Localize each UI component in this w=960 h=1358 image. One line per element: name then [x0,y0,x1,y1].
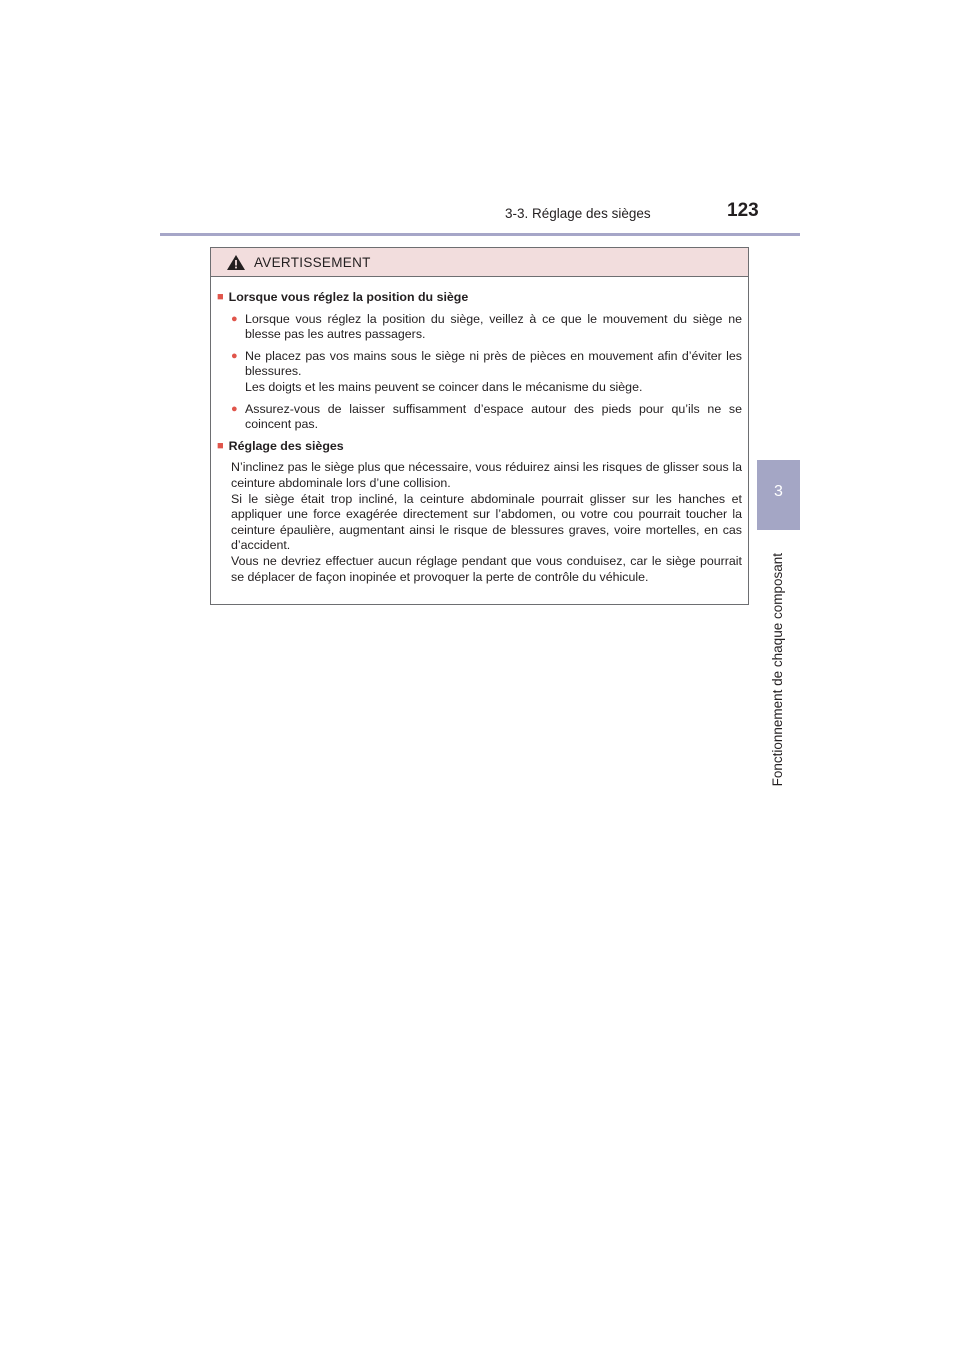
section-heading-text: Lorsque vous réglez la position du siège [228,290,469,304]
paragraph: N’inclinez pas le siège plus que nécessaire, vous réduirez ainsi les risques de glisser sous la ceinture abdominale lors d’une collision. [231,460,742,490]
bullet-dot-icon: ● [231,349,238,362]
warning-triangle-icon [226,254,246,271]
section-title: 3-3. Réglage des sièges [505,206,651,221]
warning-box [210,247,749,605]
paragraph: Vous ne devriez effectuer aucun réglage pendant que vous conduisez, car le siège pourrait se déplacer de façon inopinée et provoquer la perte de contrôle du véhicule. [231,553,742,584]
warning-title: AVERTISSEMENT [254,254,371,270]
chapter-tab [757,460,800,530]
header-rule [160,233,800,236]
warning-body [211,277,748,585]
bullet-dot-icon: ● [231,402,238,415]
bullet-text: Assurez-vous de laisser suffisamment d’espace autour des pieds pour qu’ils ne se coincent pas. [245,401,742,432]
section-heading [217,290,742,306]
bullet-dot-icon: ● [231,312,238,325]
section-heading [217,439,742,455]
bullet-text [245,349,742,396]
chapter-label: Fonctionnement de chaque composant [770,553,785,787]
bullet-text-line: Ne placez pas vos mains sous le siège ni près de pièces en mouvement afin d’éviter les blessures. [245,348,742,379]
warning-header [211,248,748,277]
section-heading-text: Réglage des sièges [228,438,344,453]
paragraph: Si le siège était trop incliné, la ceinture abdominale pourrait glisser sur les hanches et appliquer une force exagérée directement sur l’abdomen, ou votre cou pourrait toucher la ceinture épaulière, augmentant ainsi le risque de blessures graves, voire mortelles, en cas d’accident. [231,491,742,553]
square-bullet-icon: ■ [217,439,224,452]
square-bullet-icon: ■ [217,291,224,303]
list-item [231,312,742,343]
bullet-text: Lorsque vous réglez la position du siège, veillez à ce que le mouvement du siège ne blesse pas les autres passagers. [245,311,742,342]
page-number: 123 [727,200,759,221]
list-item [231,349,742,396]
list-item [231,402,742,433]
bullet-text-extra: Les doigts et les mains peuvent se coincer dans le mécanisme du siège. [245,379,643,394]
chapter-number: 3 [774,483,783,500]
